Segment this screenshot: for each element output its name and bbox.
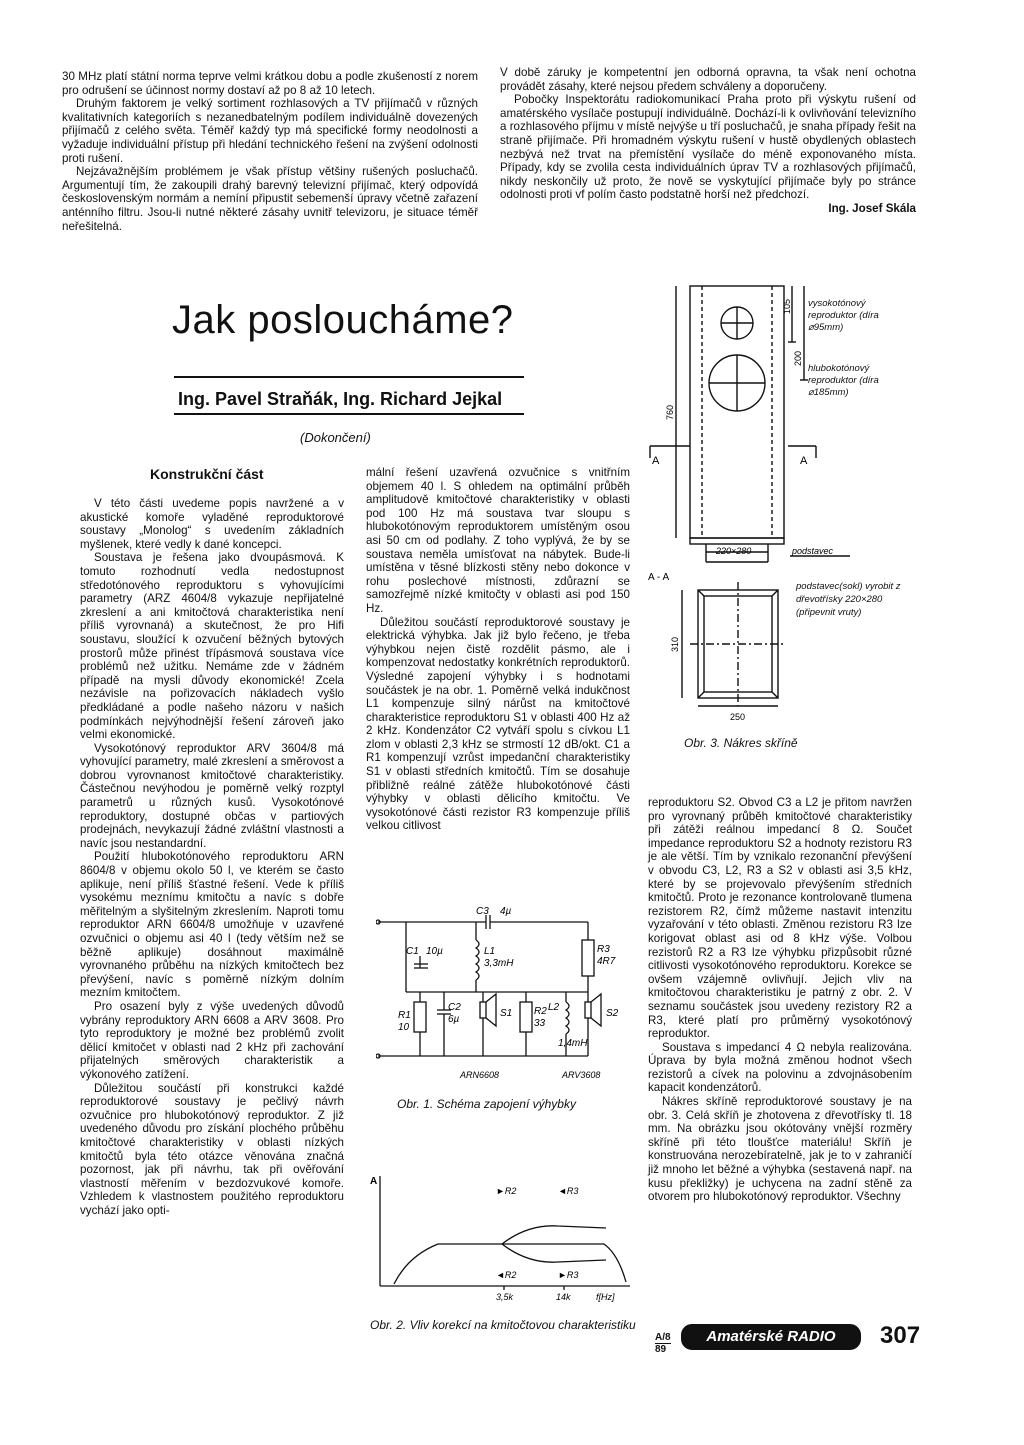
page-number: 307 — [880, 1322, 921, 1349]
paragraph: Soustava je řešena jako dvoupásmová. K tomuto rozhodnutí vedla nedostupnost středotónového reproduktoru s vyhovujícími parametry (ARZ 4604/8 vykazuje nepřijatelné zkreslení a ani kmitočtová charakteristika není příliš vyrovnaná) a skutečnost, že pro Hifi soustavu, sloužící k ozvučení běžných bytových prostorů může přinést třípásmová soustava více problémů než užitku. Nemáme zde v žádném případě na mysli důvody ekonomické! Zcela nezávisle na pořizovacích nákladech vyšlo předkládané a podle našeho názoru v našich podmínkách nejvýhodnější řešení zároveň jako velmi ekonomické. — [80, 551, 344, 742]
rule-bottom — [174, 413, 524, 415]
fig1-tweeter-type: ARV3608 — [562, 1070, 601, 1080]
fig2-r2-up: ►R2 — [496, 1186, 517, 1196]
paragraph: Nejzávažnějším problémem je však přístup většiny rušených posluchačů. Argumentují tím, že zakoupili drahý barevný televizní přijímač, který odpovídá československým normám a nemíní připustit sebemenší úpravy včetně zařazení anténního filtru. Jsou-li nutné některé zásahy uvnitř televizoru, je situace téměř neřešitelná. — [62, 165, 478, 233]
fig3-woofer-label: hlubokotónový reproduktor (díra ⌀185mm) — [808, 363, 879, 398]
fig1-r2: R2 — [534, 1006, 547, 1017]
fig1-l2: L2 — [548, 1002, 560, 1013]
fig2-curve-upper — [502, 1226, 606, 1244]
fig1-caption: Obr. 1. Schéma zapojení výhybky — [397, 1097, 576, 1111]
fig3-section-mark-left: A — [652, 455, 660, 467]
top-right-text — [500, 66, 916, 216]
authors: Ing. Pavel Straňák, Ing. Richard Jejkal — [178, 389, 503, 409]
fig2-curve-lower — [502, 1244, 606, 1262]
fig3-dim-200: 200 — [793, 350, 803, 366]
fig1-woofer-type: ARN6608 — [460, 1070, 500, 1080]
paragraph: Druhým faktorem je velký sortiment rozhlasových a TV přijímačů v různých kvalitativních kategoriích s nezanedbatelným podílem individuálně dovezených přijímačů z celého světa. Téměř každý typ má specifické formy neodolnosti a vyžaduje individuální přístup při hledání technického řešení na zvýšení odolnosti proti rušení. — [62, 97, 478, 165]
paragraph: mální řešení uzavřená ozvučnice s vnitřním objemem 40 l. S ohledem na optimální průběh amplitudově kmitočtové charakteristiky v oblasti pod 100 Hz má soustava tvar sloupu s hlubokotónovým reproduktorem umístěným osou asi 50 cm od podlahy. Z toho vyplývá, že by se soustava neměla umísťovat na nábytek. Bude-li umístěna v těsné blízkosti stěny nebo dokonce v rohu poslechové místnosti, zdůrazní se samozřejmě nízké kmitočty v oblasti asi pod 150 Hz. — [366, 466, 630, 615]
continued-note: (Dokončení) — [300, 430, 371, 445]
fig1-c2: C2 — [448, 1002, 461, 1013]
fig2-xunit: f[Hz] — [596, 1292, 615, 1302]
figure-2-response — [368, 1170, 640, 1302]
figure-1-schematic — [376, 906, 638, 1086]
fig1-c1-value: 10µ — [426, 946, 443, 957]
fig1-c2-value: 6µ — [448, 1014, 460, 1025]
fig1-c1: C1 — [406, 946, 419, 957]
fig3-dim-105: 105 — [782, 298, 792, 314]
paragraph: V době záruky je kompetentní jen odborná opravna, ta však není ochotna provádět zásahy, které nejsou předem schváleny a doporučeny. — [500, 66, 916, 93]
fig1-r1-value: 10 — [398, 1022, 410, 1033]
fig1-c3-value: 4µ — [500, 906, 512, 917]
fig2-tick-3k5: 3,5k — [496, 1292, 514, 1302]
fig2-r3-down: ►R3 — [558, 1270, 579, 1280]
paragraph: Nákres skříně reproduktorové soustavy je na obr. 3. Celá skříň je zhotovena z dřevotřísky tl. 18 mm. Na obrázku jsou okótovány vnější rozměry skříně při této tloušťce materiálu! Skříň je konstruována nerozebíratelně, jak je to v zahraničí již mnoho let běžné a výhybka (sestavená např. na kusu překližky) je uchycena na zadní stěně za otvorem pro hlubokotónový reproduktor. Všechny — [648, 1095, 912, 1204]
paragraph: Vysokotónový reproduktor ARV 3604/8 má vyhovující parametry, malé zkreslení a směrovost a dobrou vyrovnanost kmitočtové charakteristiky. Částečnou nevýhodou je poměrně velký rozptyl parametrů u různých kusů. Vysokotónové reproduktory, dostupné občas v partiových prodejnách, nevykazují žádné zvláštní vlastnosti a navíc jsou nestandardní. — [80, 741, 344, 850]
issue-top: A/8 — [655, 1332, 671, 1343]
paragraph: Důležitou součástí reproduktorové soustavy je elektrická výhybka. Jak již bylo řečeno, je třeba výhybkou nejen čistě rozdělit pásmo, ale i kompenzovat nedostatky konkrétních reproduktorů. Výsledné zapojení výhybky i s hodnotami součástek je na obr. 1. Poměrně velká indukčnost L1 kompenzuje silný nárůst na kmitočtové charakteristice reproduktoru S1 v oblasti 400 Hz až 2 kHz. Kondenzátor C2 vytváří spolu s cívkou L1 zlom v oblasti 2,3 kHz se strmostí 12 dB/okt. C1 a R1 kompenzují vzrůst impedanční charakteristiky S1 v oblasti středních kmitočtů. Tím se dosahuje přibližně reálné zátěže hlubokotónové části výhybky v oblasti dělicího kmitočtu. Ve vysokotónové části rezistor R3 kompenzuje příliš velkou citlivost — [366, 615, 630, 833]
paragraph: Použití hlubokotónového reproduktoru ARN 8604/8 v objemu okolo 50 l, ve kterém se často aplikuje, není příliš šťastné řešení. Vede k příliš vysokému meznímu kmitočtu a navíc s dobře měřitelným a slyšitelným zkreslením. Naproti tomu reproduktor ARN 6604/8 umožňuje v uzavřené ozvučnici o objemu asi 40 l (tedy větším než se běžně aplikuje) dosáhnout maximálně vyrovnaného průběhu na nízkých kmitočtech bez převýšení, navíc s poměrně nízkým dolním mezním kmitočtem. — [80, 850, 344, 1000]
fig3-dim-220x280: 220×280 — [716, 546, 752, 556]
fig3-dim-760: 760 — [665, 404, 675, 420]
fig1-r3-value: 4R7 — [597, 956, 616, 967]
fig1-l1: L1 — [484, 946, 496, 957]
fig3-base-note: podstavec(sokl) vyrobit z dřevotřísky 220×280 (připevnit vruty) — [796, 581, 901, 618]
paragraph: Soustava s impedancí 4 Ω nebyla realizována. Úprava by byla možná změnou hodnot všech rezistorů a cívek na polovinu a zdvojnásobením kapacit kondenzátorů. — [648, 1040, 912, 1095]
fig1-l1-value: 3,3mH — [484, 958, 514, 969]
paragraph: V této části uvedeme popis navržené a v akustické komoře vyladěné reproduktorové soustavy „Monolog“ s uvedením základních myšlenek, které vedly k dané koncepci. — [80, 497, 344, 551]
issue-number — [655, 1332, 671, 1355]
magazine-logo: Amatérské RADIO — [681, 1324, 861, 1350]
fig3-dim-250: 250 — [730, 712, 746, 722]
column-3 — [648, 796, 912, 1204]
fig1-c3: C3 — [476, 906, 489, 917]
figure-3-cabinet — [640, 280, 920, 750]
fig2-ylabel: A — [370, 1176, 378, 1187]
article-title: Jak posloucháme? — [172, 298, 514, 342]
fig1-r1: R1 — [398, 1010, 411, 1021]
paragraph: 30 MHz platí státní norma teprve velmi krátkou dobu a podle zkušeností z norem pro odrušení se účinnost normy dostaví až po 8 až 10 letech. — [62, 70, 478, 97]
top-left-text — [62, 70, 478, 233]
fig3-caption: Obr. 3. Nákres skříně — [684, 736, 798, 750]
fig2-r2-down: ◄R2 — [496, 1270, 517, 1280]
fig1-r3: R3 — [597, 944, 610, 955]
fig1-r2-value: 33 — [534, 1018, 546, 1029]
fig1-l2-value: 1,4mH — [558, 1038, 588, 1049]
fig3-podstavec: podstavec — [792, 546, 834, 556]
fig2-r3-up: ◄R3 — [558, 1186, 579, 1196]
fig2-caption: Obr. 2. Vliv korekcí na kmitočtovou charakteristiku — [370, 1318, 636, 1332]
rule-top — [174, 376, 524, 378]
fig3-section-aa: A - A — [648, 572, 670, 583]
section-heading: Konstrukční část — [150, 466, 264, 482]
signature: Ing. Josef Skála — [828, 201, 916, 215]
column-2 — [366, 466, 630, 833]
fig3-section-mark-right: A — [800, 455, 808, 467]
paragraph: Důležitou součástí při konstrukci každé reproduktorové soustavy je pečlivý návrh ozvučnice pro hlubokotónový reproduktor. Z již uvedeného důvodu pro získání plochého průběhu kmitočtové charakteristiky v oblasti nízkých kmitočtů byla této otázce věnována značná pozornost, jak při návrhu, tak při ověřování vlastností měřením v bezdozvukové komoře. Vzhledem k vlastnostem použitého reproduktoru vychází jako opti- — [80, 1081, 344, 1217]
fig1-s1: S1 — [500, 1008, 513, 1019]
paragraph: reproduktoru S2. Obvod C3 a L2 je přitom navržen pro vyrovnaný průběh kmitočtové charakteristiky při zátěži reálnou impedancí 8 Ω. Součet impedance reproduktoru S2 a hodnoty rezistoru R3 je ale větší. Tím by vznikalo rezonanční převýšení v obvodu C3, L2, R3 a S2 v oblasti asi 3,5 kHz, které by se projevovalo převýšením středních kmitočtů. Proto je rezonance kontrolovaně tlumena rezistorem R2, čímž můžeme nastavit intenzitu vyzařování v této oblasti. Změnou rezistoru R3 lze korigovat oblast asi od 8 kHz výše. Volbou rezistorů R2 a R3 lze výhybku přizpůsobit různé citlivosti vysokotónového reproduktoru. Korekce se ovšem vzájemně ovlivňují. Jejich vliv na kmitočtovou charakteristiku je patrný z obr. 2. V seznamu součástek jsou uvedeny rezistory R2 a R3, které platí pro průměrný vysokotónový reproduktor. — [648, 796, 912, 1041]
fig3-dim-310: 310 — [670, 636, 680, 652]
issue-year: 89 — [655, 1344, 667, 1355]
paragraph: Pobočky Inspektorátu radiokomunikací Praha proto při výskytu rušení od amatérského vysílače postupují individuálně. Dochází-li k ovlivňování televizního a rozhlasového příjmu v místě nejvýše u tří posluchačů, je snaha případy řešit na straně přijímače. Při hromadném výskytu rušení v hustě obydlených oblastech nezbývá než trvat na přemístění vysílače do méně exponovaného místa. Případy, kdy se zvolila cesta individuálních úprav TV a rozhlasových přijímačů, nikdy neskončily už proto, že nově se vyskytující přijímače byly po stránce odolnosti proti vf polím často podstatně horší než předchozí. — [500, 93, 916, 202]
fig2-tick-14k: 14k — [556, 1292, 571, 1302]
column-1 — [80, 497, 344, 1217]
fig1-s2: S2 — [606, 1008, 619, 1019]
paragraph: Pro osazení byly z výše uvedených důvodů vybrány reproduktory ARN 6608 a ARV 3608. Pro tyto reproduktory je možné bez problémů zvolit dělicí kmitočet v oblasti nad 2 kHz při zachování přijatelných směrových charakteristik a výkonového zatížení. — [80, 999, 344, 1081]
fig3-tweeter-label: vysokotónový reproduktor (díra ⌀95mm) — [808, 298, 879, 333]
